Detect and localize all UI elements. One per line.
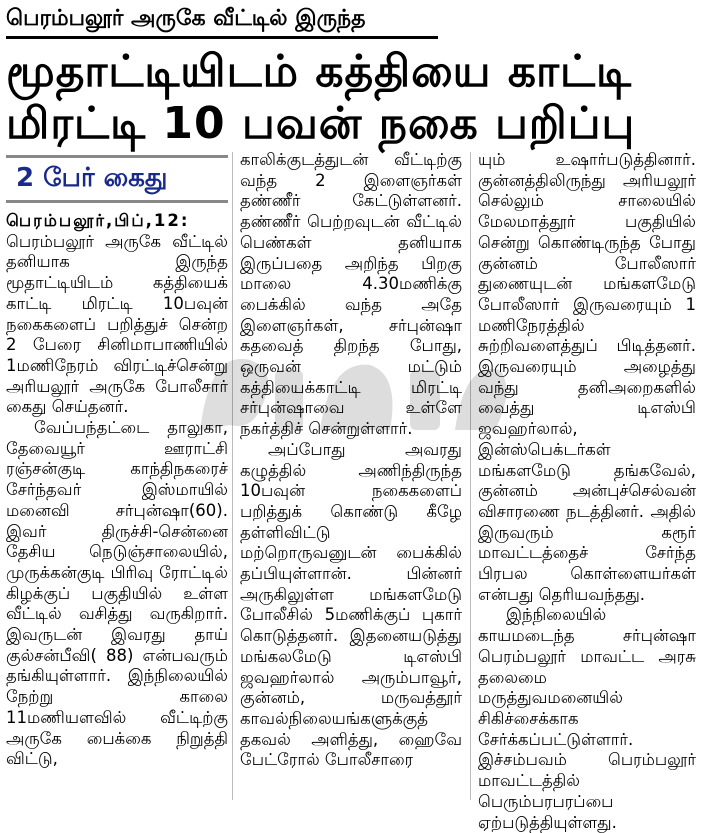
paragraph: பெரம்பலூர் அருகே வீட்டில் தனியாக இருந்த மூதாட்டியிடம் கத்தியைக் காட்டி மிரட்டி 10பவுன் நகைகளைப் பறித்துச் சென்ற 2 பேரை சினிமாபாணியில் 1மணிநேரம் விரட்டிச்சென்று அரியலூர் அருகே போலீசார் கைது செய்தனர். (6, 231, 228, 417)
paragraph: இந்நிலையில் காயமடைந்த சர்புன்ஷா பெரம்பலூர் மாவட்ட அரசு தலைமை மருத்துவமனையில் சிகிச்சைக்காக சேர்க்கப்பட்டுள்ளார். இச்சம்பவம் பெரம்பலூர் மாவட்டத்தில் பெரும்பரபரப்பை ஏற்படுத்தியுள்ளது. (478, 605, 696, 832)
subhead-box (6, 155, 228, 203)
column-divider (470, 152, 471, 800)
paragraph: யும் உஷார்படுத்தினார். குன்னத்திலிருந்து அரியலூர் செல்லும் சாலையில் மேலமாத்தூர் பகுதியில் சென்று கொண்டிருந்த போது குன்னம் போலீஸார் துணையுடன் மங்களமேடு போலீஸார் இருவரையும் 1 மணிநேரத்தில் சுற்றிவளைத்துப் பிடித்தனர். இருவரையும் அழைத்து வந்து தனிஅறைகளில் வைத்து டிஎஸ்பி ஜவஹர்லால், இன்ஸ்பெக்டர்கள் மங்களமேடு தங்கவேல், குன்னம் அன்புச்செல்வன் விசாரணை நடத்தினர். அதில் இருவரும் கரூர் மாவட்டத்தைச் சேர்ந்த பிரபல கொள்ளையர்கள் என்பது தெரியவந்தது. (478, 150, 696, 604)
paragraph: வேப்பந்தட்டை தாலுகா, தேவையூர் ஊராட்சி ரஞ்சன்குடி காந்திநகரைச் சேர்ந்தவர் இஸ்மாயில் மனைவி சர்புன்ஷா(60). இவர் திருச்சி-சென்னை தேசிய நெடுஞ்சாலையில், முருக்கன்குடி பிரிவு ரோட்டில் கிழக்குப் பகுதியில் உள்ள வீட்டில் வசித்து வருகிறார். இவருடன் இவரது தாய் குல்சன்பீவி( 88) என்பவரும் தங்கியுள்ளார். இந்நிலையில் நேற்று காலை 11மணியளவில் வீட்டிற்கு அருகே பைக்கை நிறுத்தி விட்டு, (6, 418, 228, 769)
dateline: பெரம்பலூர்,பிப்,12: (6, 211, 190, 230)
headline-line-2: மிரட்டி 10 பவன் நகை பறிப்பு (6, 98, 636, 149)
paragraph: அப்போது அவரது கழுத்தில் அணிந்திருந்த 10பவுன் நகைகளைப் பறித்துக் கொண்டு கீழே தள்ளிவிட்டு மற்றொருவனுடன் பைக்கில் தப்பியுள்ளான். பின்னர் அருகிலுள்ள மங்களமேடு போலீசில் 5மணிக்குப் புகார் கொடுத்தனர். இதனையடுத்து மங்கலமேடு டிஎஸ்பி ஜவஹர்லால் அரும்பாவூர், குன்னம், மருவத்தூர் காவல்நிலையங்களுக்குத் தகவல் அளித்து, ஹைவே பேட்ரோல் போலீசாரை (240, 439, 462, 770)
main-headline (6, 46, 696, 150)
article-column-3 (478, 150, 696, 832)
headline-line-1: மூதாட்டியிடம் கத்தியை காட்டி (6, 46, 633, 97)
paragraph: காலிக்குடத்துடன் வீட்டிற்கு வந்த 2 இளைஞர்கள் தண்ணீர் கேட்டுள்ளனர். தண்ணீர் பெற்றவுடன் வீட்டில் பெண்கள் தனியாக இருப்பதை அறிந்த பிறகு மாலை 4.30மணிக்கு பைக்கில் வந்த அதே இளைஞர்கள், சர்புன்ஷா கதவைத் திறந்த போது, ஒருவன் மட்டும் கத்தியைக்காட்டி மிரட்டி சர்புன்ஷாவை உள்ளே நகர்த்திச் சென்றுள்ளார். (240, 150, 462, 439)
kicker-headline: பெரம்பலூர் அருகே வீட்டில் இருந்த (6, 2, 438, 39)
subhead: 2 பேர் கைது (16, 163, 168, 193)
article-column-1 (6, 150, 228, 800)
article-column-2 (240, 150, 462, 800)
column-divider (232, 152, 233, 800)
